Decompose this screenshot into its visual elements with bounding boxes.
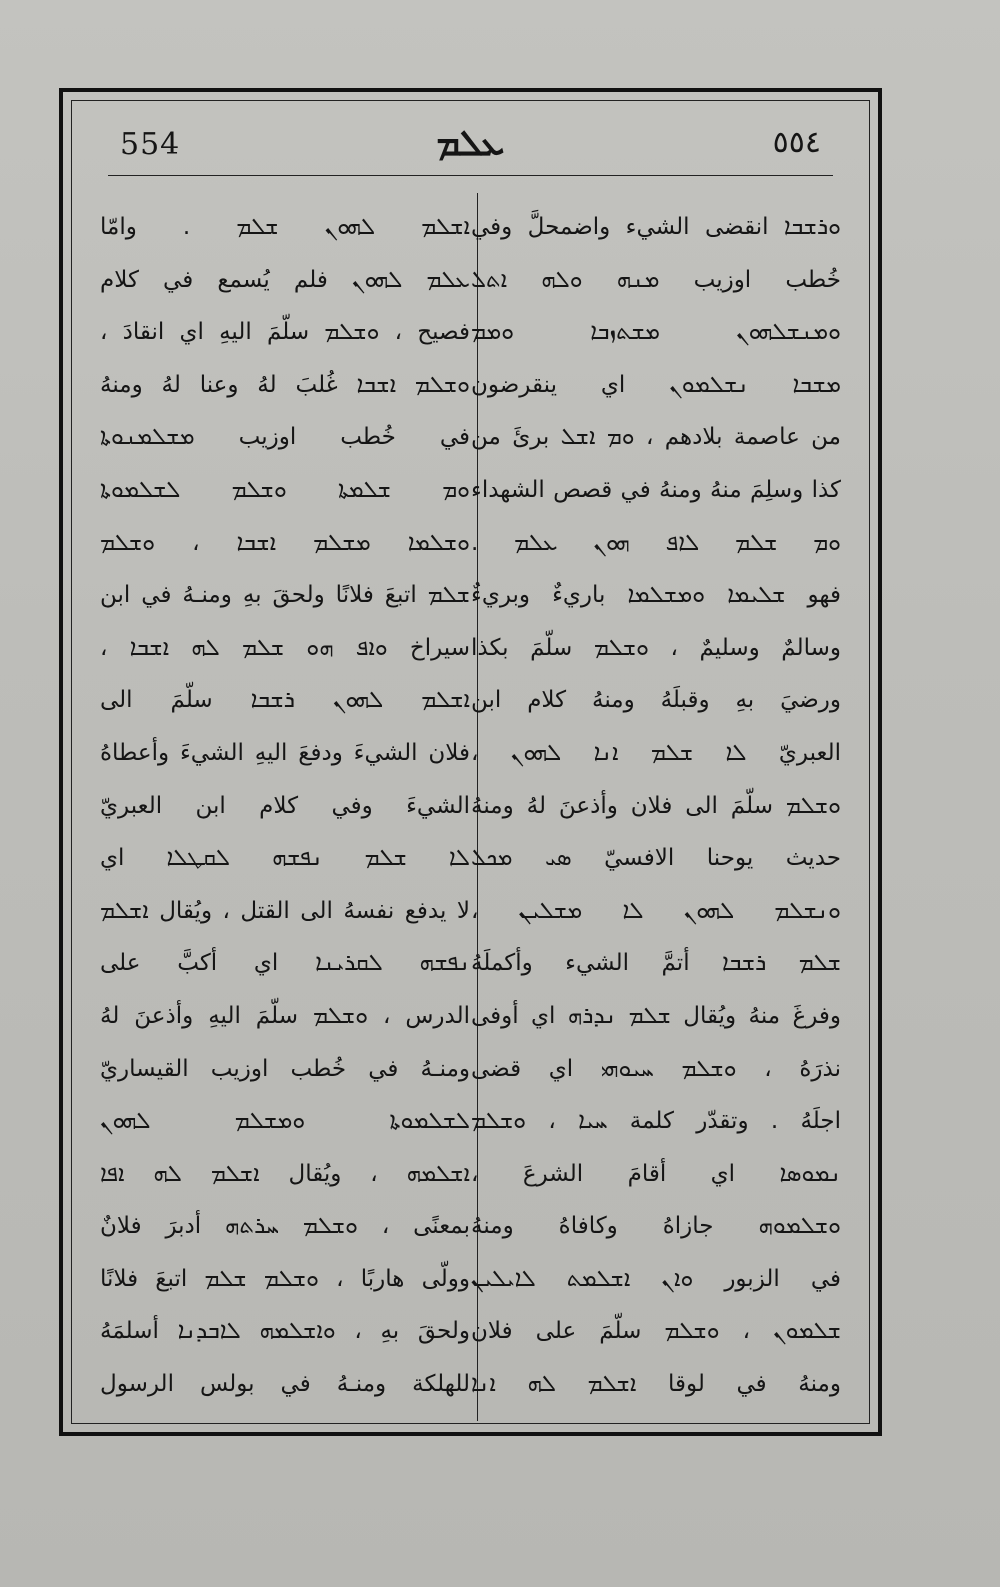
- text-line: ܘܡ ܫܠܡܬܐ ܘܫܠܡ ܠܫܠܡܘܬܐ: [100, 476, 470, 503]
- text-line: نذرَهُ ، ܘܫܠܡ ܚܝܘܗܝ اي قضى: [471, 1055, 841, 1082]
- text-line: العبريّ ܠܐ ܫܠܡ ܐܢܐ ܠܗܘܢ ،: [471, 739, 841, 766]
- text-line: ومنـهُ في خُطب اوزيب القيساريّ: [100, 1055, 470, 1082]
- text-line: من عاصمة بلادهم ، ܘܡ ܐܫܠ برئَ من: [471, 424, 841, 451]
- text-line: فلان الشيءَ ودفعَ اليهِ الشيءَ وأعطاهُ: [100, 739, 470, 766]
- text-line: وسالمٌ وسليمٌ ، ܘܫܠܡ سلّمَ بكذا: [471, 634, 841, 661]
- running-head: ܥܠܡ: [436, 123, 505, 164]
- text-line: ܘܫܠܡܐ ܡܫܠܡ ܐܫܒܐ ، ܘܫܠܡ: [100, 529, 470, 556]
- text-line: سيراخ ܘܐܦ ܗܘ ܫܠܡ ܠܗ ܐܫܒܐ ،: [100, 634, 470, 661]
- text-line: ܘܢܫܠܡ ܠܗܘܢ ܠܐ ܡܫܠܝܢ ،: [471, 897, 841, 924]
- text-line: ܫܠܡ اتبعَ فلانًا ولحقَ بهِ ومنـهُ في ابن: [100, 582, 470, 609]
- right-column: [471, 201, 841, 1421]
- text-line: خُطب اوزيب ܡܢܗ ܘܠܗ ܐܬܠ: [471, 266, 841, 293]
- text-line: ولحقَ بهِ ، ܘܐܫܠܡܗ ܠܐܒܕܢܐ أسلمَهُ: [100, 1318, 470, 1345]
- text-line: ܘܡܢܫܠܗܘܢ ܡܫܬܙܒܐ ܘܡܡ: [471, 319, 841, 346]
- text-line: ܫܠܡܘܢ ، ܘܫܠܡ سلّمَ على فلان: [471, 1318, 841, 1345]
- text-line: اجلَهُ . وتقدّر كلمة ܚܝܐ ، ܘܫܠܡ: [471, 1108, 841, 1135]
- text-line: حديث يوحنا الافسيّ ܣܝ ܡܟܠ: [471, 845, 841, 872]
- text-line: ورضيَ بهِ وقبلَهُ ومنهُ كلام ابن: [471, 687, 841, 714]
- text-line: ܘܫܠܡ ܐܫܒܐ غُلبَ لهُ وعنا لهُ ومنهُ: [100, 371, 470, 398]
- text-line: ܢܦܫܗ ܠܩܪܝܢܐ اي أكبَّ على: [100, 950, 470, 977]
- text-line: في الزبور ܘܐܢ ܐܫܠܡܬ ܠܐܝܠܝܢ: [471, 1265, 841, 1292]
- text-line: ܫܠܡ ܪܫܒܐ أتمَّ الشيء وأكملَهُ: [471, 950, 841, 977]
- text-line: بمعنًى ، ܘܫܠܡ ܚܪܬܗ أدبرَ فلانٌ: [100, 1213, 470, 1240]
- text-line: ܘܪܫܒܐ انقضى الشيء واضمحلَّ وفي: [471, 214, 841, 240]
- text-line: ܥܠܡ ܠܗܘܢ فلم يُسمع في كلام: [100, 266, 470, 293]
- text-line: لا يدفع نفسهُ الى القتل ، ويُقال ܐܫܠܡ: [100, 897, 470, 924]
- page-border-inner: [71, 100, 870, 1424]
- text-line: ܘܫܠܡ سلّمَ الى فلان وأذعنَ لهُ ومنهُ: [471, 792, 841, 819]
- text-line: الشيءَ وفي كلام ابن العبريّ: [100, 792, 470, 819]
- text-line: ܡܫܒܐ ܢܫܠܡܘܢ اي ينقرضون: [471, 371, 841, 398]
- text-line: وفرغَ منهُ ويُقال ܫܠܡ ܢܕܪܗ اي أوفى: [471, 1002, 841, 1029]
- text-line: فصيح ، ܘܫܠܡ سلّمَ اليهِ اي انقادَ ،: [100, 319, 470, 346]
- text-line: كذا وسلِمَ منهُ ومنهُ في قصص الشهداء: [471, 476, 841, 503]
- text-line: الدرس ، ܘܫܠܡ سلّمَ اليهِ وأذعنَ لهُ: [100, 1002, 470, 1029]
- page-header: [108, 123, 833, 179]
- page-number-arabic: ٥٥٤: [772, 125, 821, 160]
- text-line: فهو ܫܠܝܡܐ ܘܡܫܠܡܐ باريءٌ وبريءٌ: [471, 582, 841, 609]
- text-line: وولّى هاربًا ، ܘܫܠܡ ܫܠܡ اتبعَ فلانًا: [100, 1265, 470, 1292]
- text-line: ܠܫܠܡܘܬܐ ܘܡܫܠܡ ܠܗܘܢ: [100, 1108, 470, 1135]
- text-line: للهلكة ومنـهُ في بولس الرسول: [100, 1371, 470, 1398]
- text-line: ܐܫܠܡ ܠܗܘܢ ܪܫܒܐ سلّمَ الى: [100, 687, 470, 714]
- page-border-outer: [59, 88, 882, 1436]
- text-line: ومنهُ في لوقا ܐܫܠܡ ܠܗ ܐܢܐ: [471, 1371, 841, 1398]
- left-column: [100, 201, 470, 1421]
- text-line: ܢܡܘܣܐ اي أقامَ الشرعَ ،: [471, 1160, 841, 1187]
- text-line: ܐܫܠܡܗ ، ويُقال ܐܫܠܡ ܠܗ ܐܦܐ: [100, 1160, 470, 1187]
- text-line: في خُطب اوزيب ܡܫܠܡܢܘܬܐ: [100, 424, 470, 451]
- header-rule: [108, 175, 833, 176]
- page-number-latin: 554: [120, 127, 181, 162]
- text-line: ܘܫܠܡܘܗ جازاهُ وكافاهُ ومنهُ: [471, 1213, 841, 1240]
- text-line: ܠܐ ܫܠܡ ܢܦܫܗ ܠܩܛܠܐ اي: [100, 845, 470, 872]
- text-line: ܘܡ ܫܠܡ ܠܐܦ ܗܘܢ ܥܠܡ .: [471, 529, 841, 556]
- text-line: ܐܫܠܡ ܠܗܘܢ ܫܠܡ . وامّا: [100, 214, 470, 240]
